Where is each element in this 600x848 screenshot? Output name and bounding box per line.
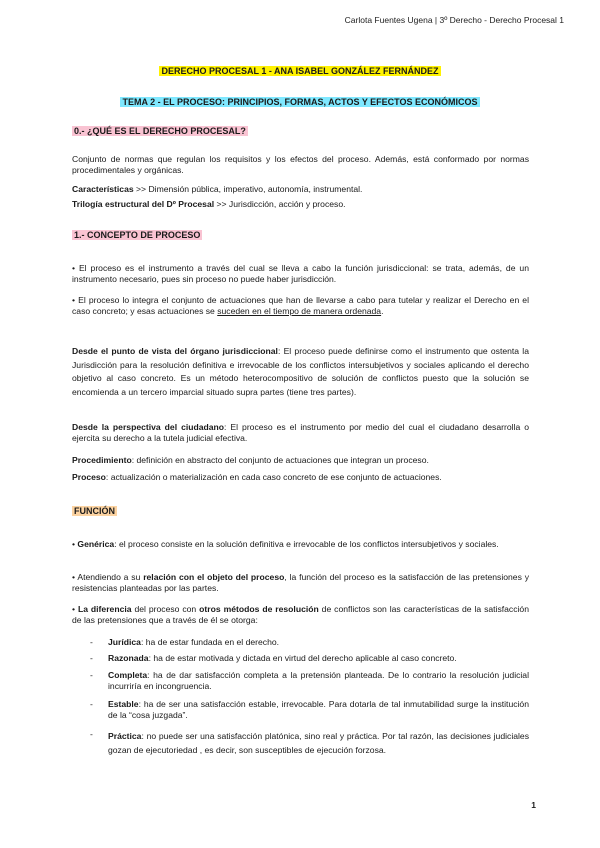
dash-marker: - [90, 729, 93, 739]
dash-marker: - [90, 653, 93, 663]
document-title: DERECHO PROCESAL 1 - ANA ISABEL GONZÁLEZ FERNÁNDEZ [161, 66, 439, 76]
document-subtitle: TEMA 2 - EL PROCESO: PRINCIPIOS, FORMAS, ACTOS Y EFECTOS ECONÓMICOS [122, 97, 478, 107]
characteristics-line: Características >> Dimensión pública, imperativo, autonomía, instrumental. [72, 184, 363, 194]
bullet-objeto: • Atendiendo a su relación con el objeto del proceso, la función del proceso es la satisfacción de las pretensiones y resistencias planteadas por las partes. [72, 572, 529, 593]
dash-marker: - [90, 699, 93, 709]
dash-marker: - [90, 670, 93, 680]
paragraph-procedimiento: Procedimiento: definición en abstracto del conjunto de actuaciones que integran un proceso. [72, 455, 429, 465]
bullet-actuaciones: • El proceso lo integra el conjunto de actuaciones que han de llevarse a cabo para tutelar y realizar el Derecho en el caso concreto; y esas actuaciones se suceden en el tiempo de manera ordenada. [72, 295, 529, 316]
trilogy-line: Trilogía estructural del Dº Procesal >> Jurisdicción, acción y proceso. [72, 199, 346, 209]
section-heading-funcion: FUNCIÓN [74, 506, 115, 516]
list-item-razonada: Razonada: ha de estar motivada y dictada en virtud del derecho aplicable al caso concreto. [108, 653, 457, 663]
bullet-instrument: • El proceso es el instrumento a través del cual se lleva a cabo la función jurisdiccional: se trata, además, de un instrumento necesario, pues sin proceso no puede haber jurisdicción. [72, 263, 529, 284]
list-item-practica: Práctica: no puede ser una satisfacción platónica, sino real y práctica. Por tal razón, las decisiones judiciales gozan de ejecutoriedad , es decir, son susceptibles de ejecución forzosa. [108, 731, 529, 755]
list-item-completa: Completa: ha de dar satisfacción completa a la pretensión planteada. De lo contrario la resolución judicial incurriría en incongruencia. [108, 670, 529, 691]
paragraph-definition: Conjunto de normas que regulan los requisitos y los efectos del proceso. Además, está conformado por normas procedimentales y orgánicas. [72, 154, 529, 175]
dash-marker: - [90, 637, 93, 647]
bullet-diferencia: • La diferencia del proceso con otros métodos de resolución de conflictos son las características de la satisfacción de las pretensiones que a través de él se otorga: [72, 604, 529, 625]
paragraph-proceso: Proceso: actualización o materialización en cada caso concreto de ese conjunto de actuaciones. [72, 472, 442, 482]
section-heading-0: 0.- ¿QUÉ ES EL DERECHO PROCESAL? [74, 126, 246, 136]
page-number: 1 [531, 800, 536, 810]
section-heading-1: 1.- CONCEPTO DE PROCESO [74, 230, 201, 240]
paragraph-organo: Desde el punto de vista del órgano jurisdiccional: El proceso puede definirse como el instrumento que ostenta la Jurisdicción para la resolución definitiva e irrevocable de los conflictos intersubjetivos y sociales aplicando el derecho objetivo al caso concreto. Es un método heterocompositivo de solución de conflictos puesto que la solución se encomienda a un tercero imparcial situado supra partes (tiene tres partes). [72, 346, 529, 398]
paragraph-ciudadano: Desde la perspectiva del ciudadano: El proceso es el instrumento por medio del cual el ciudadano desarrolla o ejercita su derecho a la tutela judicial efectiva. [72, 422, 529, 443]
bullet-generica: • Genérica: el proceso consiste en la solución definitiva e irrevocable de los conflictos intersubjetivos y sociales. [72, 539, 499, 549]
list-item-estable: Estable: ha de ser una satisfacción estable, irrevocable. Para dotarla de tal inmutabilidad surge la institución de la “cosa juzgada”. [108, 699, 529, 720]
list-item-juridica: Jurídica: ha de estar fundada en el derecho. [108, 637, 280, 647]
page-header: Carlota Fuentes Ugena | 3º Derecho - Derecho Procesal 1 [344, 15, 564, 25]
